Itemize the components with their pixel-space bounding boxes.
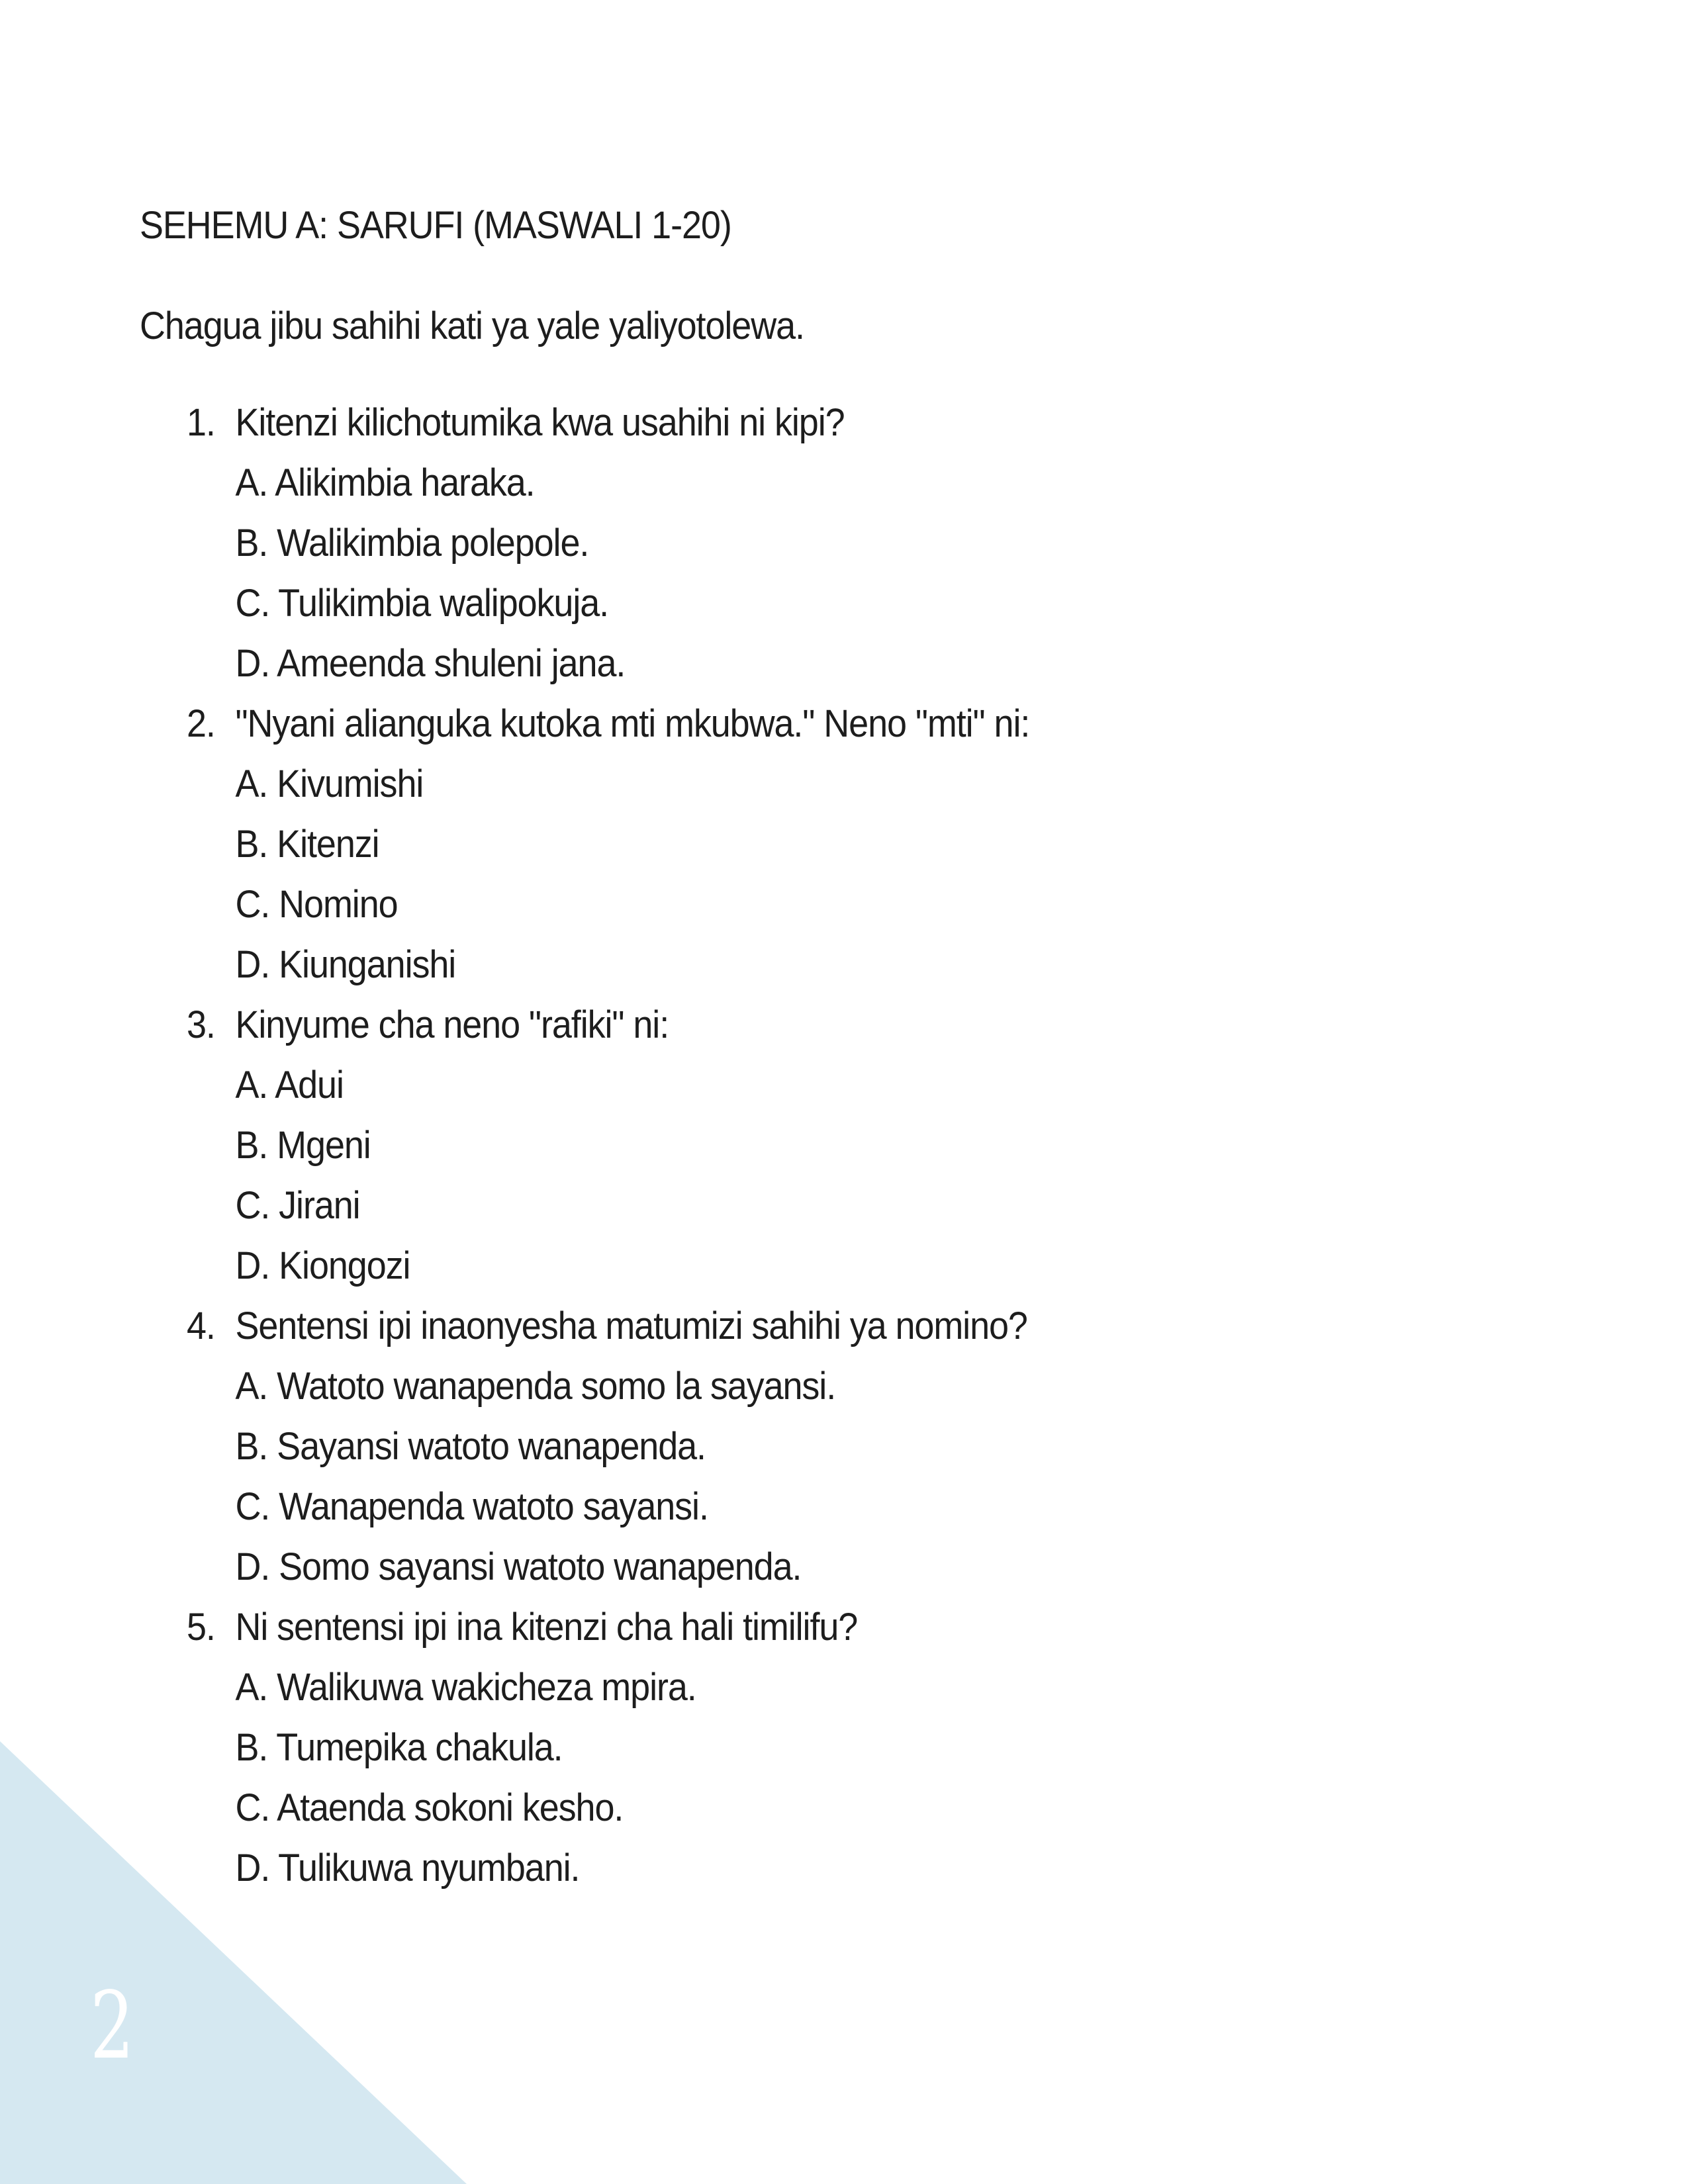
question-3-option-d: D. Kiongozi [235,1244,410,1287]
question-5-option-a: A. Walikuwa wakicheza mpira. [235,1666,696,1709]
question-4-text: Sentensi ipi inaonyesha matumizi sahihi ya nomino? [235,1304,1027,1347]
question-1-option-c: C. Tulikimbia walipokuja. [235,582,609,625]
question-3-option-b: B. Mgeni [235,1124,371,1167]
question-3-option-c: C. Jirani [235,1184,360,1227]
question-4-row [187,1296,1029,1356]
page-number: 2 [90,1972,134,2080]
question-4-option-d: D. Somo sayansi watoto wanapenda. [235,1545,802,1588]
question-5-option-d: D. Tulikuwa nyumbani. [235,1846,580,1889]
question-3-row [187,995,1029,1055]
question-2-number: 2. [187,702,215,745]
question-2-option-a: A. Kivumishi [235,762,424,805]
question-3-number: 3. [187,1003,215,1046]
question-5-number: 5. [187,1606,215,1649]
question-5-option-c: C. Ataenda sokoni kesho. [235,1786,624,1829]
question-1-text: Kitenzi kilichotumika kwa usahihi ni kipi? [235,401,845,444]
question-2-option-d: D. Kiunganishi [235,943,456,986]
question-3-text: Kinyume cha neno "rafiki" ni: [235,1003,669,1046]
question-list [187,392,1093,1898]
instruction-text: Chagua jibu sahihi kati ya yale yaliyotolewa. [140,304,804,347]
question-1-row [187,392,1029,453]
question-5-row [187,1597,1029,1657]
question-5-option-b: B. Tumepika chakula. [235,1726,563,1769]
question-4-option-c: C. Wanapenda watoto sayansi. [235,1485,708,1528]
question-4-option-a: A. Watoto wanapenda somo la sayansi. [235,1365,836,1408]
question-1-option-d: D. Ameenda shuleni jana. [235,642,626,685]
question-2-option-c: C. Nomino [235,883,398,926]
question-4-number: 4. [187,1304,215,1347]
question-2-text: "Nyani alianguka kutoka mti mkubwa." Neno "mti" ni: [235,702,1030,745]
question-4-option-b: B. Sayansi watoto wanapenda. [235,1425,706,1468]
question-2-row [187,694,1029,754]
question-1-number: 1. [187,401,215,444]
question-5-text: Ni sentensi ipi ina kitenzi cha hali timilifu? [235,1606,858,1649]
question-1-option-b: B. Walikimbia polepole. [235,522,589,565]
question-3-option-a: A. Adui [235,1064,344,1107]
question-2-option-b: B. Kitenzi [235,823,379,866]
question-1-option-a: A. Alikimbia haraka. [235,461,535,504]
section-heading: SEHEMU A: SARUFI (MASWALI 1-20) [140,204,731,247]
